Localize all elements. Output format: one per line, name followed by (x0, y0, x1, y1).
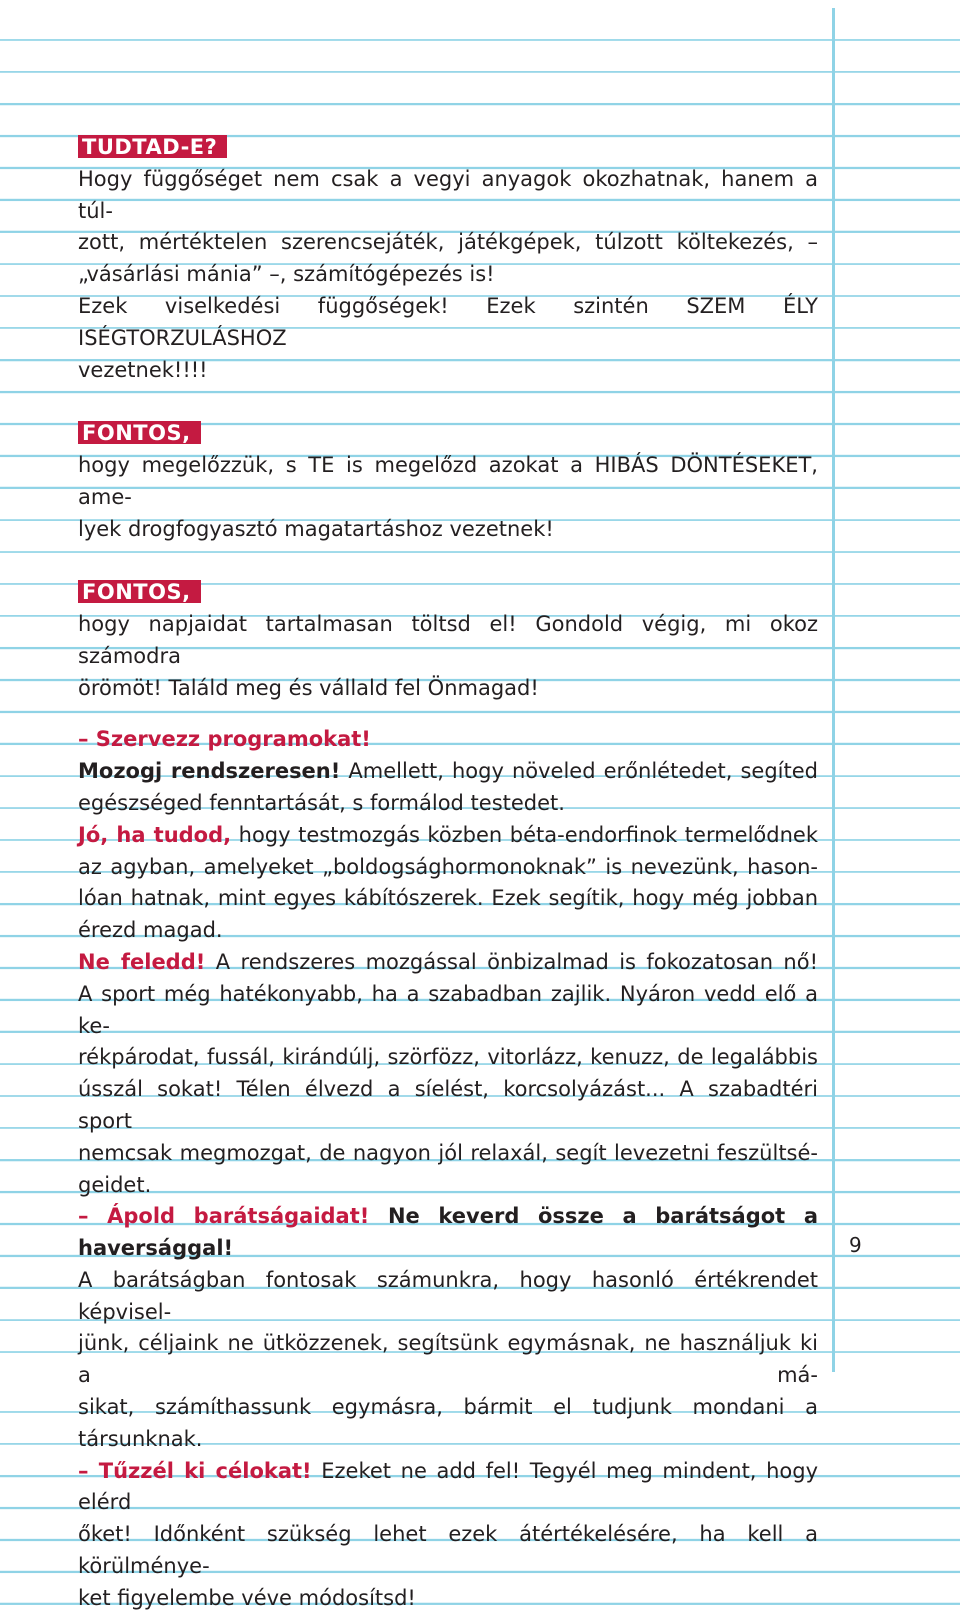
jo-line: az agyban, amelyeket „boldogsághormonoknak” is nevezünk, hason- (78, 854, 818, 879)
fontos1-line: hogy megelőzzük, s TE is megelőzd azokat a HIBÁS DÖNTÉSEKET, ame- (78, 452, 818, 509)
tudtad-heading-line (78, 132, 818, 164)
jo-highlight: Jó, ha tudod, (78, 822, 232, 847)
ne-line: ússzál sokat! Télen élvezd a síelést, korcsolyázást... A szabadtéri sport (78, 1077, 818, 1133)
mozogj-line (78, 756, 818, 788)
tudtad-line: Ezek viselkedési függőségek! Ezek szintén SZEM ÉLY ISÉGTORZULÁSHOZ (78, 293, 818, 350)
spacer (78, 704, 818, 724)
tuzzel-line (78, 1456, 818, 1520)
ne-text: A rendszeres mozgással önbizalmad is fokozatosan nő! (205, 949, 818, 974)
tudtad-label: TUDTAD-E? (78, 135, 227, 158)
fontos2-line: hogy napjaidat tartalmasan töltsd el! Gondold végig, mi okoz számodra (78, 611, 818, 668)
mozogj-bold: Mozogj rendszeresen! (78, 759, 341, 784)
fontos2-heading-line (78, 577, 818, 609)
notebook-margin-line (832, 8, 835, 1372)
ne-line (78, 947, 818, 979)
mozogj-line: egészséged fenntartását, s formálod testedet. (78, 790, 565, 815)
ne-line: A sport még hatékonyabb, ha a szabadban zajlik. Nyáron vedd elő a ke- (78, 981, 818, 1038)
spacer (78, 545, 818, 577)
fontos1-heading-line (78, 418, 818, 450)
fontos2-line: örömöt! Találd meg és vállald fel Önmagad! (78, 675, 539, 700)
tuzzel-line: őket! Időnként szükség lehet ezek átértékelésére, ha kell a körülménye- (78, 1522, 818, 1579)
tuzzel-highlight: – Tűzzél ki célokat! (78, 1458, 312, 1483)
ne-highlight: Ne feledd! (78, 949, 206, 974)
apold-line: jünk, céljaink ne ütközzenek, segítsünk egymásnak, ne használjuk ki a má- (78, 1331, 818, 1388)
mozogj-text: Amellett, hogy növeled erőnlétedet, segíted (340, 759, 818, 784)
jo-text: hogy testmozgás közben béta-endorfinok termelődnek (231, 822, 819, 847)
fontos1-line: lyek drogfogyasztó magatartáshoz vezetnek! (78, 516, 554, 541)
tudtad-line: zott, mértéktelen szerencsejáték, játékgépek, túlzott költekezés, – (78, 230, 818, 255)
jo-line: érezd magad. (78, 918, 223, 943)
tudtad-line: Hogy függőséget nem csak a vegyi anyagok okozhatnak, hanem a túl- (78, 166, 818, 223)
jo-line (78, 820, 818, 852)
jo-line: lóan hatnak, mint egyes kábítószerek. Ezek segítik, hogy még jobban (78, 886, 818, 911)
fontos-label: FONTOS, (78, 421, 201, 444)
spacer (78, 386, 818, 418)
ne-line: rékpárodat, fussál, kirándúlj, szörfözz, vitorlázz, kenuzz, de legalábbis (78, 1045, 818, 1070)
tuzzel-text: Ezeket ne add fel! Tegyél meg mindent, hogy elérd (78, 1458, 819, 1515)
tuzzel-line: ket figyelembe véve módosítsd! (78, 1585, 416, 1610)
page-number: 9 (849, 1233, 862, 1257)
tudtad-line: „vásárlási mánia” –, számítógépezés is! (78, 262, 495, 287)
apold-line (78, 1201, 818, 1265)
page-content (78, 132, 818, 1615)
apold-line: A barátságban fontosak számunkra, hogy hasonló értékrendet képvisel- (78, 1267, 818, 1324)
fontos-label: FONTOS, (78, 580, 201, 603)
apold-line: sikat, számíthassunk egymásra, bármit el tudjunk mondani a társunknak. (78, 1395, 818, 1451)
ne-line: geidet. (78, 1172, 152, 1197)
apold-bold: Ne keverd össze a barátságot a haversággal! (78, 1204, 818, 1261)
apold-highlight: – Ápold barátságaidat! (78, 1204, 370, 1229)
ne-line: nemcsak megmozgat, de nagyon jól relaxál, segít levezetni feszültsé- (78, 1140, 818, 1165)
szervezz-heading: – Szervezz programokat! (78, 727, 371, 752)
tudtad-line: vezetnek!!!! (78, 357, 208, 382)
